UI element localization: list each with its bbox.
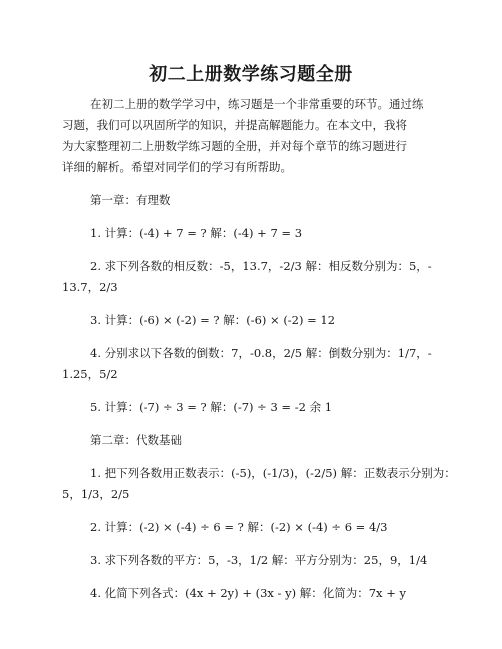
chapter1-question-5: 5. 计算：(-7) ÷ 3 = ? 解：(-7) ÷ 3 = -2 余 1 bbox=[90, 400, 333, 414]
chapter1-question-4-line-1: 4. 分别求以下各数的倒数：7，-0.8，2/5 解：倒数分别为：1/7，- bbox=[90, 346, 432, 360]
document-title: 初二上册数学练习题全册 bbox=[149, 64, 353, 85]
intro-line-1: 在初二上册的数学学习中，练习题是一个非常重要的环节。通过练 bbox=[90, 97, 424, 111]
chapter2-question-4: 4. 化简下列各式：(4x + 2y) + (3x - y) 解：化简为：7x + y bbox=[90, 586, 406, 600]
chapter2-question-3: 3. 求下列各数的平方：5，-3，1/2 解：平方分别为：25，9，1/4 bbox=[90, 553, 428, 567]
intro-line-3: 为大家整理初二上册数学练习题的全册，并对每个章节的练习题进行 bbox=[62, 139, 407, 153]
chapter2-question-1-line-1: 1. 把下列各数用正数表示：(-5)，(-1/3)，(-2/5) 解：正数表示分别为： bbox=[90, 466, 456, 480]
chapter1-question-3: 3. 计算：(-6) × (-2) = ? 解：(-6) × (-2) = 12 bbox=[90, 313, 336, 327]
chapter1-heading: 第一章：有理数 bbox=[90, 193, 171, 207]
chapter2-question-1-line-2: 5，1/3，2/5 bbox=[62, 487, 130, 501]
chapter1-question-1: 1. 计算：(-4) + 7 = ? 解：(-4) + 7 = 3 bbox=[90, 226, 303, 240]
chapter1-question-4-line-2: 1.25，5/2 bbox=[62, 367, 118, 381]
intro-line-4: 详细的解析。希望对同学们的学习有所帮助。 bbox=[62, 160, 292, 174]
chapter1-question-2-line-1: 2. 求下列各数的相反数：-5，13.7，-2/3 解：相反数分别为：5，- bbox=[90, 259, 432, 273]
chapter2-heading: 第二章：代数基础 bbox=[90, 433, 182, 447]
chapter2-question-2: 2. 计算：(-2) × (-4) ÷ 6 = ? 解：(-2) × (-4) ÷ 6 = 4/3 bbox=[90, 520, 388, 534]
intro-line-2: 习题，我们可以巩固所学的知识，并提高解题能力。在本文中，我将 bbox=[62, 118, 407, 132]
chapter1-question-2-line-2: 13.7，2/3 bbox=[62, 280, 118, 294]
